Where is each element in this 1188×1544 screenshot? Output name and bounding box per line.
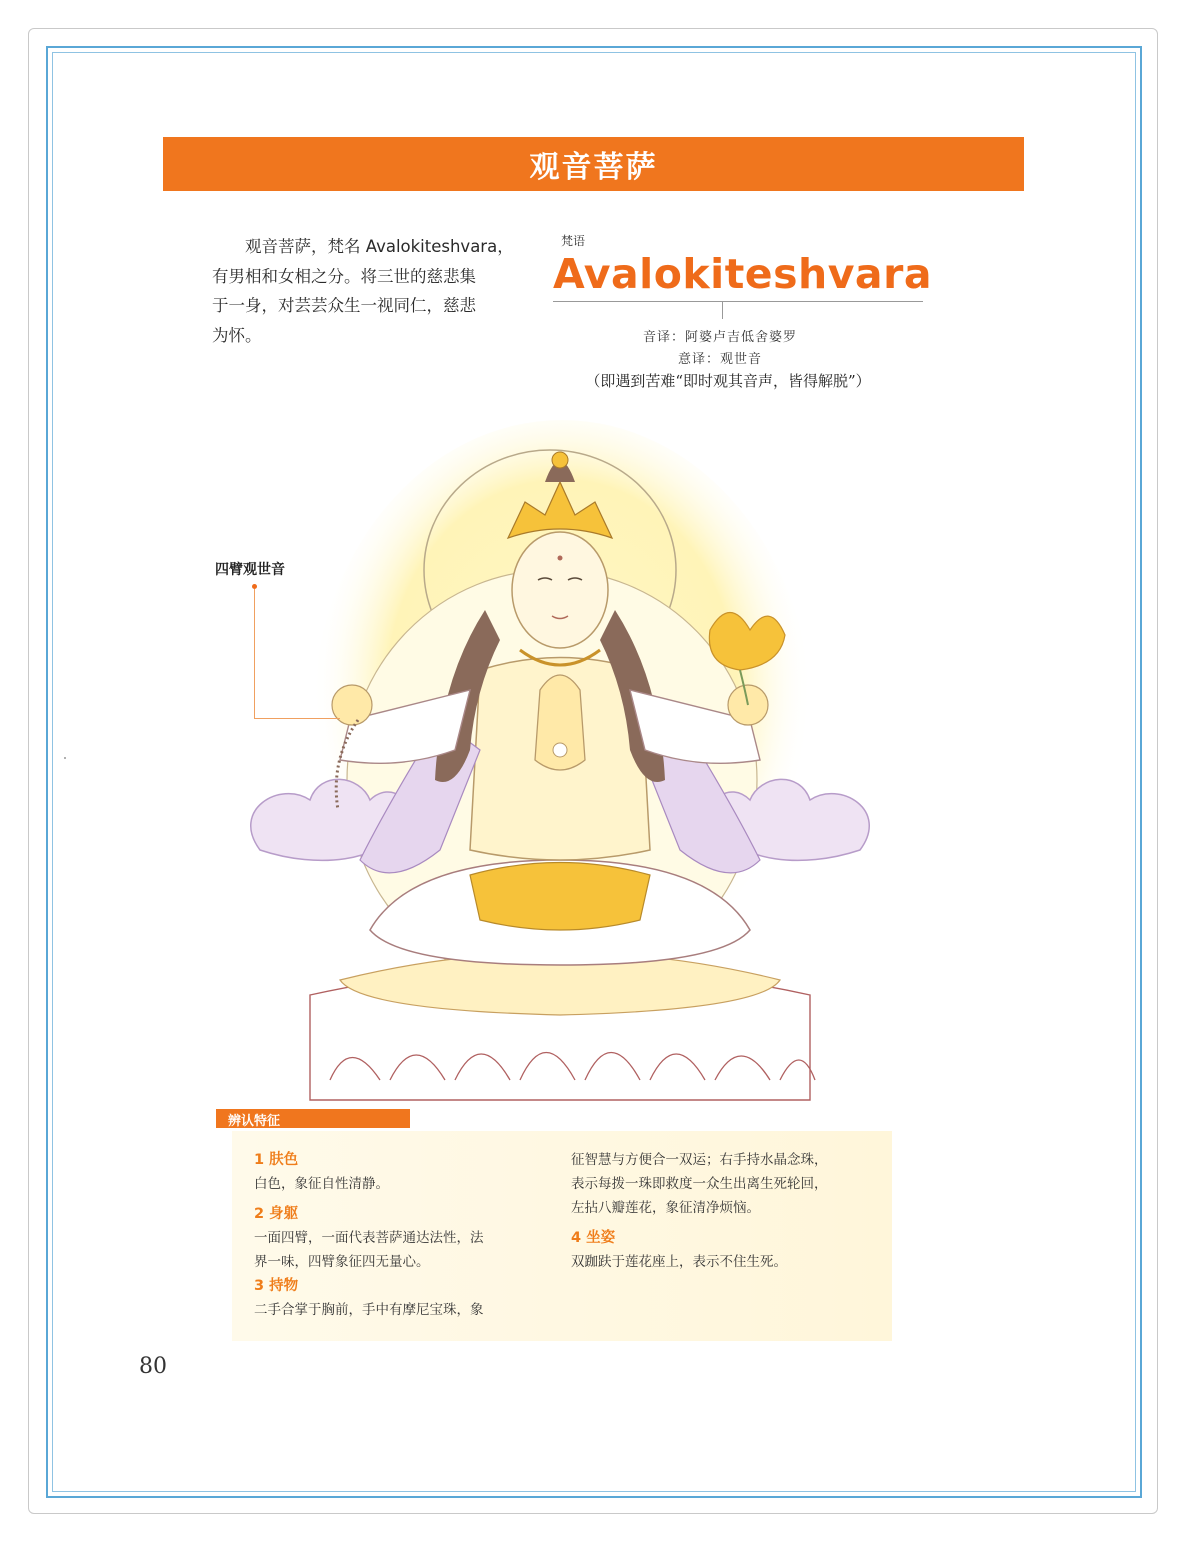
face-icon [512, 532, 608, 648]
feature-heading: 2 身躯 [254, 1206, 299, 1222]
callout-line [254, 718, 340, 719]
sanskrit-tick [722, 301, 723, 319]
feature-text: 双跏趺于莲花座上，表示不住生死。 [571, 1254, 787, 1270]
sanskrit-note: （即遇到苦难“即时观其音声，皆得解脱”） [585, 372, 871, 390]
left-hand-icon [332, 685, 372, 725]
sanskrit-name: Avalokiteshvara [553, 250, 932, 298]
wish-jewel-icon [553, 743, 567, 757]
page-number: 80 [139, 1354, 167, 1379]
feature-text: 左拈八瓣莲花，象征清净烦恼。 [571, 1200, 760, 1216]
feature-heading: 4 坐姿 [571, 1230, 616, 1246]
sanskrit-underline [553, 301, 923, 302]
intro-line: 观音菩萨，梵名 Avalokiteshvara， [212, 237, 514, 256]
features-heading: 辨认特征 [228, 1114, 281, 1129]
lap-cloth-icon [470, 863, 650, 931]
feature-text: 二手合掌于胸前，手中有摩尼宝珠，象 [254, 1302, 484, 1318]
scan-speck [64, 757, 66, 759]
callout-line [254, 589, 255, 719]
intro-paragraph [212, 232, 512, 350]
title-banner [163, 137, 1024, 191]
features-column-1 [254, 1148, 524, 1322]
features-heading-tab [216, 1109, 410, 1128]
feature-text: 白色，象征自性清静。 [254, 1176, 389, 1192]
transliteration: 音译：阿婆卢吉低舍婆罗 [642, 330, 797, 345]
intro-line: 为怀。 [212, 325, 262, 345]
feature-heading: 1 肤色 [254, 1152, 299, 1168]
page-title: 观音菩萨 [529, 150, 658, 185]
intro-line: 于一身，对芸芸众生一视同仁，慈悲 [212, 296, 476, 315]
intro-line: 有男相和女相之分。将三世的慈悲集 [212, 266, 476, 286]
sanskrit-label: 梵语 [561, 234, 586, 248]
callout-label: 四臂观世音 [215, 562, 285, 578]
meaning: 意译：观世音 [677, 352, 762, 367]
feature-text: 界一味，四臂象征四无量心。 [254, 1254, 430, 1270]
feature-text: 表示每拨一珠即救度一众生出离生死轮回， [571, 1176, 828, 1192]
feature-text: 征智慧与方便合一双运；右手持水晶念珠， [571, 1152, 828, 1168]
features-column-2 [571, 1148, 871, 1274]
feature-text: 一面四臂，一面代表菩萨通达法性，法 [254, 1230, 484, 1246]
bodhisattva-illustration [240, 420, 880, 1110]
feature-heading: 3 持物 [254, 1278, 299, 1294]
